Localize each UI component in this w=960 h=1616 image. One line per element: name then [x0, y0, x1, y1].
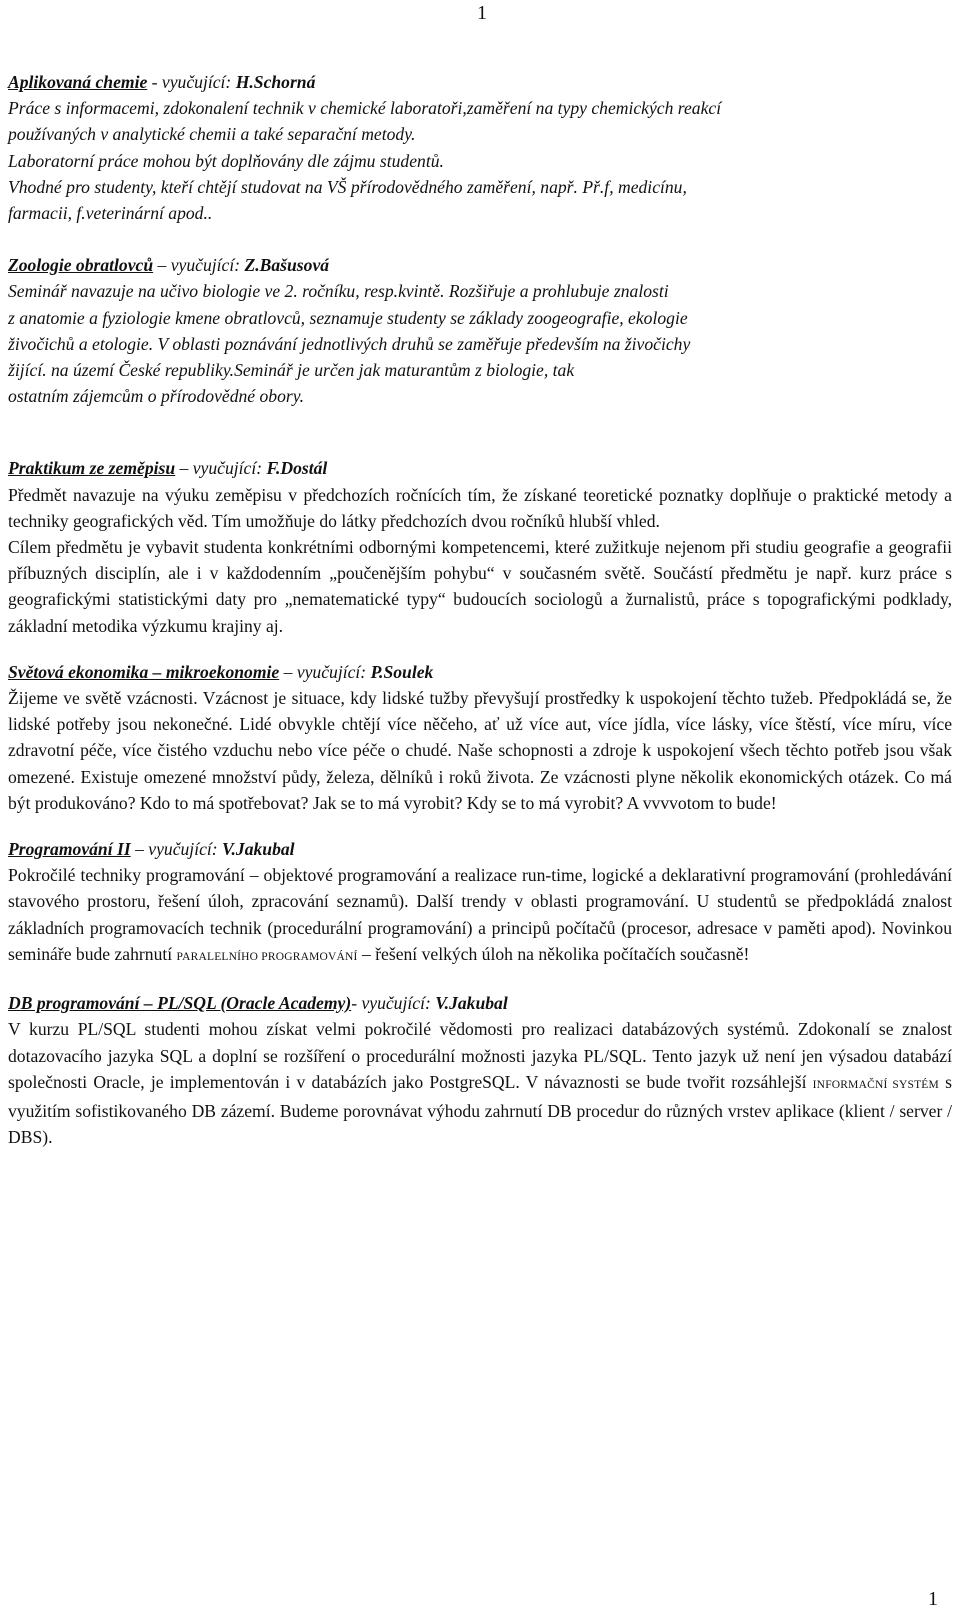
teacher-name: Z.Bašusová	[244, 255, 330, 276]
text-line: Vhodné pro studenty, kteří chtějí studovat na VŠ přírodovědného zaměření, např. Př.f, medicínu,	[8, 176, 687, 197]
text-line: z anatomie a fyziologie kmene obratlovců, seznamuje studenty se základy zoogeografie, ekologie	[8, 307, 688, 328]
section-heading	[8, 455, 952, 481]
paragraph	[8, 1016, 952, 1150]
course-title: Světová ekonomika – mikroekonomie	[8, 661, 280, 682]
course-title: Zoologie obratlovců	[8, 255, 154, 276]
section-applied-chemistry	[8, 69, 952, 226]
section-heading	[8, 659, 952, 685]
smallcaps-term: PARALELNÍHO PROGRAMOVÁNÍ	[176, 950, 358, 963]
section-heading	[8, 252, 952, 278]
paragraph	[8, 862, 952, 970]
teacher-name: V.Jakubal	[222, 839, 295, 860]
course-title: Praktikum ze zeměpisu	[8, 458, 176, 479]
course-title: DB programování – PL/SQL (Oracle Academy)	[8, 993, 352, 1014]
paragraph-text: Pokročilé techniky programování – objektové programování a realizace run-time, logické a deklarativní programování (prohledávání stavového prostoru, řešení úloh, zpracování seznamů). Další trendy v oblasti programování. U studentů se předpokládá znalost základních programovacích technik (procedurální programování) a principů počítačů (procesor, adresace v paměti apod). Novinkou semináře bude zahrnutí	[8, 865, 952, 964]
teacher-label: – vyučující:	[175, 458, 267, 479]
section-economics	[8, 659, 952, 816]
paragraph-text: – řešení velkých úloh na několika počítačích současně!	[357, 943, 750, 964]
course-title: Programování II	[8, 839, 131, 860]
section-db-programming	[8, 990, 952, 1150]
smallcaps-term: INFORMAČNÍ SYSTÉM	[812, 1078, 939, 1091]
section-programming-2	[8, 836, 952, 970]
text-line: ostatním zájemcům o přírodovědné obory.	[8, 386, 304, 407]
section-geography	[8, 455, 952, 638]
document-body	[8, 69, 952, 1150]
course-title: Aplikovaná chemie	[8, 72, 148, 92]
teacher-label: – vyučující:	[153, 255, 245, 276]
section-heading	[8, 990, 952, 1016]
teacher-label: – vyučující:	[130, 839, 223, 860]
paragraph-text: V kurzu PL/SQL studenti mohou získat velmi pokročilé vědomosti pro realizaci databázových systémů. Zdokonalí se znalost dotazovacího jazyka SQL a doplní se rozšíření o procedurální možnosti jazyka PL/SQL. Tento jazyk už není jen výsadou databází společnosti Oracle, je implementován i v databázích jako PostgreSQL. V návaznosti se bude tvořit rozsáhlejší	[8, 1019, 952, 1092]
text-line: živočichů a etologie. V oblasti poznávání jednotlivých druhů se zaměřuje především na živočichy	[8, 333, 691, 354]
teacher-name: F.Dostál	[266, 458, 328, 479]
paragraph: Žijeme ve světě vzácnosti. Vzácnost je situace, kdy lidské tužby převyšují prostředky k uspokojení těchto tužeb. Předpokládá se, že lidské potřeby jsou nekonečné. Lidé obvykle chtějí více něčeho, ať už více aut, více jídla, více lásky, více štěstí, více míru, více zdravotní péče, více čistého vzduchu nebo více péče o chudé. Naše schopnosti a zdroje k uspokojení všech těchto potřeb jsou však omezené. Existuje omezené množství půdy, železa, dělníků i roků života. Ze vzácnosti plyne několik ekonomických otázek. Co má být produkováno? Kdo to má spotřebovat? Jak se to má vyrobit? Kdy se to má vyrobit? A vvvvotom to bude!	[8, 688, 952, 813]
text-line: žijící. na území České republiky.Seminář je určen jak maturantům z biologie, tak	[8, 360, 575, 381]
section-heading	[8, 836, 952, 862]
text-line: Práce s informacemi, zdokonalení technik v chemické laboratoři,zaměření na typy chemických reakcí	[8, 98, 722, 119]
text-line: Seminář navazuje na učivo biologie ve 2. ročníku, resp.kvintě. Rozšiřuje a prohlubuje znalosti	[8, 281, 669, 302]
teacher-label: – vyučující:	[279, 661, 371, 682]
paragraph: Předmět navazuje na výuku zeměpisu v předchozích ročnících tím, že získané teoretické poznatky doplňuje o praktické metody a techniky geografických věd. Tím umožňuje do látky předchozích dvou ročníků hlubší vhled.	[8, 484, 952, 531]
text-line: používaných v analytické chemii a také separační metody.	[8, 124, 416, 145]
page-number-top: 1	[477, 2, 487, 24]
section-heading	[8, 69, 952, 95]
page-number-bottom: 1	[928, 1588, 938, 1610]
paragraph: Cílem předmětu je vybavit studenta konkrétními odbornými kompetencemi, které zužitkuje nejenom při studiu geografie a geografii příbuzných disciplín, ale i v každodenním „poučenějším pohybu“ v současném světě. Součástí předmětu je např. kurz práce s geografickými statistickými daty pro „nematematické typy“ budoucích sociologů a žurnalistů, práce s topografickými podklady, základní metodika výzkumu krajiny aj.	[8, 537, 952, 636]
text-line: farmacii, f.veterinární apod..	[8, 203, 213, 224]
teacher-label: - vyučující:	[147, 72, 236, 92]
paragraph-text: s využitím sofistikovaného DB zázemí. Budeme porovnávat výhodu zahrnutí DB procedur do různých vrstev aplikace (klient / server / DBS).	[8, 1071, 952, 1148]
teacher-label: - vyučující:	[351, 993, 436, 1014]
text-line: Laboratorní práce mohou být doplňovány dle zájmu studentů.	[8, 150, 444, 171]
teacher-name: H.Schorná	[235, 72, 316, 92]
section-zoology	[8, 252, 952, 409]
teacher-name: P.Soulek	[370, 661, 434, 682]
teacher-name: V.Jakubal	[435, 993, 508, 1014]
